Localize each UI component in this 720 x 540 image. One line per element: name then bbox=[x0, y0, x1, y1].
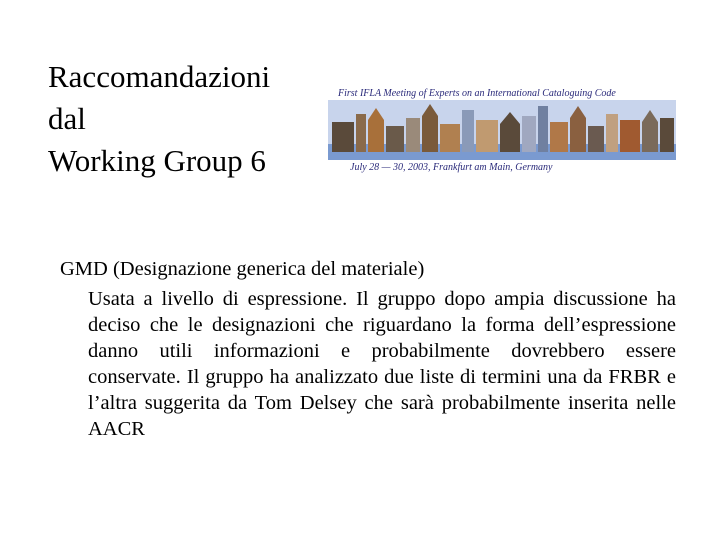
title-line-3: Working Group 6 bbox=[48, 143, 266, 178]
conference-banner-image bbox=[328, 84, 676, 180]
banner-top-caption: First IFLA Meeting of Experts on an International Cataloguing Code bbox=[338, 88, 616, 99]
title-line-1: Raccomandazioni bbox=[48, 59, 271, 94]
title-line-2: dal bbox=[48, 101, 86, 136]
bullet-paragraph: Usata a livello di espressione. Il gruppo dopo ampia discussione ha deciso che le designazioni che riguardano la forma dell’espressione danno utili informazioni e probabilmente dovrebbero essere conservate. Il gruppo ha analizzato due liste di termini una da FRBR e l’altra suggerita da Tom Delsey che sarà probabilmente inserita nelle AACR bbox=[88, 288, 676, 440]
city-skyline-picture bbox=[328, 100, 676, 160]
slide-body bbox=[60, 256, 676, 442]
bullet-heading: GMD (Designazione generica del materiale) bbox=[60, 258, 425, 280]
banner-bottom-caption: July 28 — 30, 2003, Frankfurt am Main, Germany bbox=[350, 162, 553, 173]
slide-title bbox=[48, 56, 318, 182]
